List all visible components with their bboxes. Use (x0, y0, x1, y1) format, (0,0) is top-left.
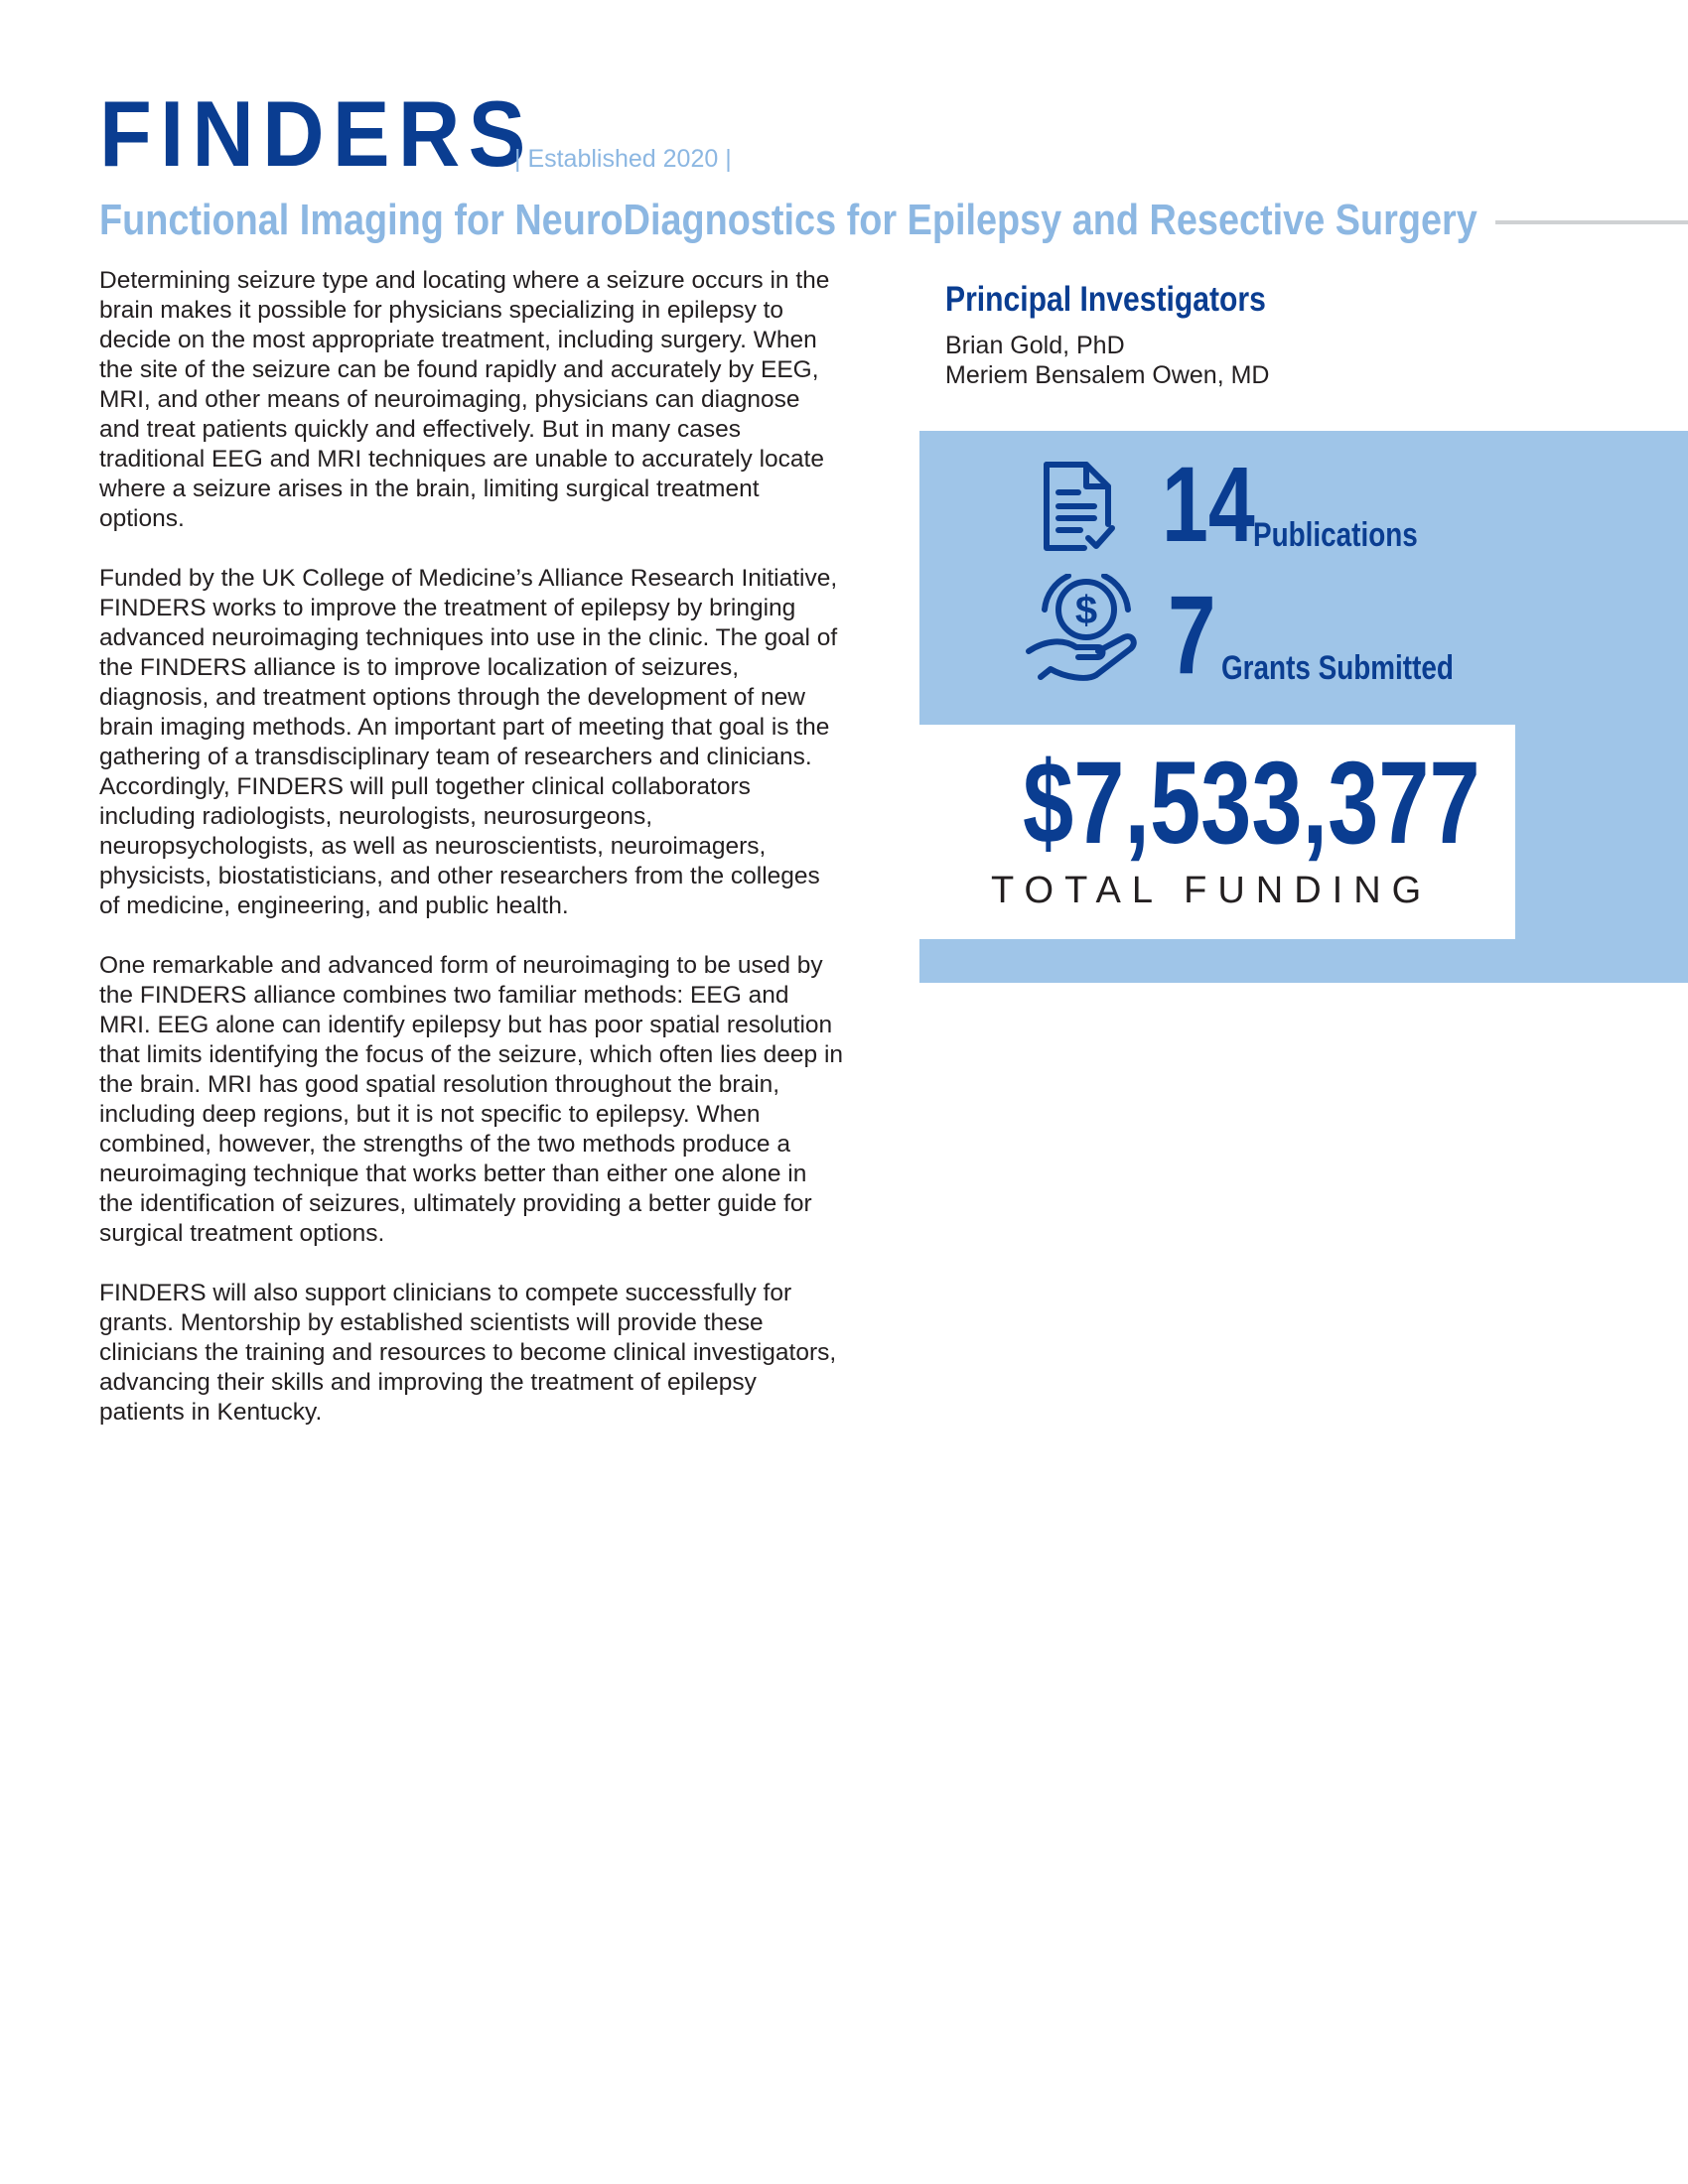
publications-label: Publications (1253, 516, 1418, 554)
funding-box (919, 725, 1515, 939)
investigator-name: Meriem Bensalem Owen, MD (945, 361, 1270, 389)
body-paragraph: Funded by the UK College of Medicine’s Alliance Research Initiative, FINDERS works to improve the treatment of epilepsy by bringing advanced neuroimaging techniques into use in the clinic. The goal of the FINDERS alliance is to improve localization of seizures, diagnosis, and treatment options through the development of new brain imaging methods. An important part of meeting that goal is the gathering of a transdisciplinary team of researchers and clinicians. Accordingly, FINDERS will pull together clinical collaborators including radiologists, neurologists, neurosurgeons, neuropsychologists, as well as neuroscientists, neuroimagers, physicists, biostatisticians, and other researchers from the colleges of medicine, engineering, and public health. (99, 565, 838, 919)
grants-label: Grants Submitted (1221, 649, 1454, 687)
grants-count: 7 (1168, 573, 1216, 697)
body-paragraph: FINDERS will also support clinicians to compete successfully for grants. Mentorship by established scientists will provide these clinicians the training and resources to become clinical investigators, advancing their skills and improving the treatment of epilepsy patients in Kentucky. (99, 1280, 837, 1426)
body-text (99, 266, 846, 1457)
body-paragraph: One remarkable and advanced form of neuroimaging to be used by the FINDERS alliance combines two familiar methods: EEG and MRI. EEG alone can identify epilepsy but has poor spatial resolution that limits identifying the focus of the seizure, which often lies deep in the brain. MRI has good spatial resolution throughout the brain, including deep regions, but it is not specific to epilepsy. When combined, however, the strengths of the two methods produce a neuroimaging technique that works better than either one alone in the identification of seizures, ultimately providing a better guide for surgical treatment options. (99, 952, 844, 1247)
publications-count: 14 (1162, 444, 1255, 564)
brand-title: FINDERS (99, 81, 534, 186)
header-divider (1495, 220, 1688, 224)
document-check-icon (1041, 459, 1116, 561)
hand-coin-icon (1025, 574, 1142, 690)
svg-text:$: $ (1074, 589, 1098, 632)
investigator-name: Brian Gold, PhD (945, 332, 1125, 359)
established-label: | Established 2020 | (514, 145, 732, 173)
funding-amount: $7,533,377 (1023, 738, 1480, 869)
funding-label: TOTAL FUNDING (991, 870, 1433, 911)
body-paragraph: Determining seizure type and locating where a seizure occurs in the brain makes it possible for physicians specializing in epilepsy to decide on the most appropriate treatment, including surgery. When the site of the seizure can be found rapidly and accurately by EEG, MRI, and other means of neuroimaging, physicians can diagnose and treat patients quickly and effectively. But in many cases traditional EEG and MRI techniques are unable to accurately locate where a seizure arises in the brain, limiting surgical treatment options. (99, 267, 830, 532)
page-subtitle: Functional Imaging for NeuroDiagnostics for Epilepsy and Resective Surgery (99, 196, 1477, 244)
investigators-heading: Principal Investigators (945, 280, 1266, 319)
